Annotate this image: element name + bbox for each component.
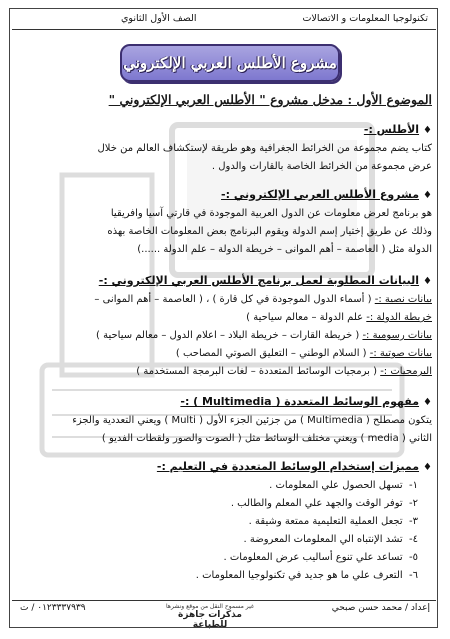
page-header — [16, 11, 434, 27]
logo-tagline: غير مسموح النقل من موقع ونشرها — [165, 603, 255, 610]
project-body-line: هو برنامج لعرض معلومات عن الدول العربية الموجودة في قارتي آسيا وافريقيا — [110, 208, 432, 219]
logo-name: مذكرات جاهزة للطباعة — [178, 610, 242, 630]
header-grade: الصف الأول الثانوي — [121, 13, 197, 24]
atlas-body-line: عرض مجموعة من الخرائط الخاصة بالقارات والدول . — [211, 161, 432, 172]
list-item: ١- تسهل الحصول علي المعلومات . — [269, 480, 418, 491]
atlas-body-line: كتاب يضم مجموعة من الخرائط الجغرافية وهو طريقة لإستكشاف العالم من خلال — [97, 143, 432, 154]
header-subject: تكنولوجيا المعلومات و الاتصالات — [302, 13, 428, 24]
page-title: مشروع الأطلس العربي الإلكتروني — [123, 54, 337, 72]
section-data — [22, 272, 432, 381]
benefits-heading: ♦مميزات إستخدام الوسائط المتعددة في التعليم :- — [156, 460, 432, 473]
diamond-bullet-icon: ♦ — [423, 190, 432, 201]
section-benefits — [22, 458, 432, 585]
diamond-bullet-icon: ♦ — [423, 397, 432, 408]
diamond-bullet-icon: ♦ — [423, 462, 432, 473]
section-project — [22, 186, 432, 259]
multimedia-body-line: الثاني ( media ) ويعني مختلف الوسائط مثل ( الصوت والصور ولقطات الفديو ) — [101, 433, 432, 444]
list-item: ٦- التعرف علي ما هو جديد في تكنولوجيا المعلومات . — [195, 570, 418, 581]
atlas-heading: ♦الأطلس :- — [363, 123, 432, 136]
project-body-line: الدولة مثل ( العاصمة – أهم الموانى – خريطة الدولة – علم الدولة ......) — [137, 244, 432, 255]
data-line-software: البرمجيات :- ( برمجيات الوسائط المتعددة – لغات البرمجة المستخدمة ) — [136, 366, 432, 377]
data-line-graphics: بيانات رسومية :- ( خريطة القارات – خريطة البلاد – اعلام الدول – معالم سياحية ) — [96, 330, 432, 341]
topic-heading — [32, 92, 432, 107]
data-line-map: خريطة الدولة :- علم الدولة – معالم سياحية ) — [246, 312, 432, 323]
multimedia-heading: ♦مفهوم الوسائط المتعددة ( Multimedia ) :- — [180, 395, 432, 408]
footer-phone: ٠١٢٣٣٣٧٩٣٩ / ت — [20, 603, 86, 613]
list-item: ٥- تساعد علي تنوع أساليب عرض المعلومات . — [223, 552, 418, 563]
project-body-line: وذلك عن طريق إختيار إسم الدولة ويقوم البرنامج بعض المعلومات الخاصة بهذه — [107, 226, 432, 237]
data-line-audio: بيانات صوتية :- ( السلام الوطني – التعليق الصوتي المصاحب ) — [175, 348, 432, 359]
benefits-list — [22, 477, 432, 585]
multimedia-body-line: يتكون مصطلح ( Multimedia ) من جزئين الجزء الأول ( Multi ) ويعني التعددية والجزء — [72, 415, 432, 426]
diamond-bullet-icon: ♦ — [423, 125, 432, 136]
title-banner — [120, 44, 340, 82]
publisher-logo — [160, 603, 260, 633]
footer-divider — [12, 600, 436, 601]
list-item: ٢- توفر الوقت والجهد علي المعلم والطالب . — [230, 498, 418, 509]
list-item: ٣- تجعل العملية التعليمية ممتعة وشيقة . — [248, 516, 418, 527]
section-atlas — [22, 121, 432, 176]
footer-author: إعداد / محمد حسن صبحي — [331, 603, 430, 613]
project-heading: ♦مشروع الأطلس العربي الإلكتروني :- — [221, 188, 432, 201]
topic-text: الموضوع الأول : مدخل مشروع " الأطلس العربي الإلكتروني " — [108, 92, 432, 107]
section-multimedia — [22, 393, 432, 448]
data-heading: ♦البيانات المطلوبة لعمل برنامج الأطلس العربي الإلكتروني :- — [98, 274, 432, 287]
list-item: ٤- تشد الإنتباه الي المعلومات المعروضة . — [243, 534, 418, 545]
diamond-bullet-icon: ♦ — [423, 276, 432, 287]
data-line-text: بيانات نصية :- ( أسماء الدول الموجودة في كل قارة ) ، ( العاصمة – أهم الموانى – — [94, 294, 432, 305]
header-divider — [12, 29, 436, 30]
